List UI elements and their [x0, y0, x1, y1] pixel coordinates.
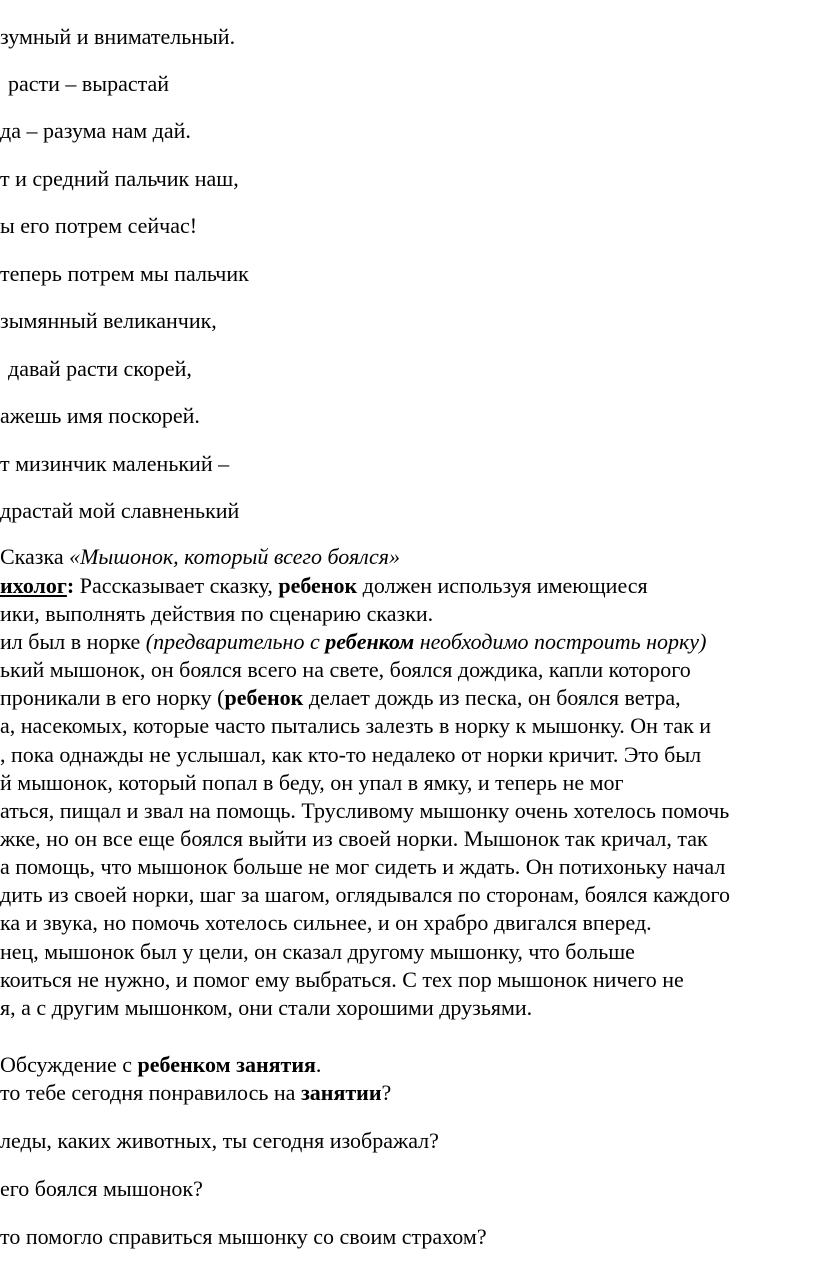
poem-line-4: т и средний пальчик наш, — [0, 166, 239, 191]
poem-line-6: теперь потрем мы пальчик — [0, 261, 249, 286]
tale-line-12: дить из своей норки, шаг за шагом, оглядывался по сторонам, боялся каждого — [0, 882, 730, 907]
poem-line-7: зымянный великанчик, — [0, 308, 217, 333]
poem-line-2: расти – вырастай — [8, 71, 170, 96]
poem-line-1: зумный и внимательный. — [0, 24, 236, 49]
poem-line-3: да – разума нам дай. — [0, 118, 191, 143]
role-label: ихолог — [0, 573, 67, 598]
discussion-heading-prefix: Обсуждение с — [0, 1052, 138, 1077]
tale-line-15: коиться не нужно, и помог ему выбраться. С тех пор мышонок ничего не — [0, 967, 684, 992]
tale-instruction — [0, 573, 648, 599]
question-4: то помогло справиться мышонку со своим страхом? — [0, 1224, 487, 1249]
instruction-part-1: Рассказывает сказку, — [74, 573, 279, 598]
tale-line-2: ики, выполнять действия по сценарию сказки. — [0, 601, 434, 626]
tale-heading-prefix: Сказка — [0, 544, 70, 569]
tale-line-7: , пока однажды не услышал, как кто-то недалеко от норки кричит. Это был — [0, 742, 702, 767]
instruction-bold: ребенок — [278, 573, 358, 598]
discussion-heading — [0, 1052, 321, 1078]
tale-line-3-bold-italic: ребенком — [325, 629, 415, 654]
tale-line-3-italic-2: необходимо построить норку) — [414, 629, 707, 654]
question-3: его боялся мышонок? — [0, 1176, 203, 1201]
poem-line-5: ы его потрем сейчас! — [0, 213, 198, 238]
tale-line-10: жке, но он все еще боялся выйти из своей норки. Мышонок так кричал, так — [0, 826, 708, 851]
question-1-suffix: ? — [381, 1080, 392, 1105]
tale-line-5-bold: ребенок — [224, 685, 304, 710]
instruction-part-2: должен используя имеющиеся — [357, 573, 648, 598]
tale-line-8: й мышонок, который попал в беду, он упал в ямку, и теперь не мог — [0, 770, 624, 795]
tale-line-3 — [0, 629, 706, 655]
tale-line-16: я, а с другим мышонком, они стали хорошими друзьями. — [0, 995, 533, 1020]
question-1-prefix: то тебе сегодня понравилось на — [0, 1080, 301, 1105]
tale-line-14: нец, мышонок был у цели, он сказал другому мышонку, что больше — [0, 939, 635, 964]
discussion-heading-bold: ребенком занятия — [137, 1052, 316, 1077]
poem-line-8: давай расти скорей, — [8, 356, 192, 381]
poem-line-9: ажешь имя поскорей. — [0, 403, 200, 428]
question-2: леды, каких животных, ты сегодня изображал? — [0, 1128, 439, 1153]
discussion-heading-suffix: . — [315, 1052, 322, 1077]
tale-line-6: а, насекомых, которые часто пытались залезть в норку к мышонку. Он так и — [0, 713, 712, 738]
question-1-bold: занятии — [300, 1080, 382, 1105]
tale-line-9: аться, пищал и звал на помощь. Трусливому мышонку очень хотелось помочь — [0, 798, 730, 823]
tale-title: «Мышонок, который всего боялся» — [69, 544, 401, 569]
tale-line-4: ький мышонок, он боялся всего на свете, боялся дождика, капли которого — [0, 657, 691, 682]
role-colon: : — [66, 573, 75, 598]
tale-line-13: ка и звука, но помочь хотелось сильнее, и он храбро двигался вперед. — [0, 910, 652, 935]
tale-line-5-a: проникали в его норку ( — [0, 685, 225, 710]
tale-line-5-b: делает дождь из песка, он боялся ветра, — [303, 685, 681, 710]
tale-line-5 — [0, 685, 681, 711]
tale-heading — [0, 544, 400, 570]
tale-line-3-italic-1: (предварительно с — [145, 629, 326, 654]
tale-line-11: а помощь, что мышонок больше не мог сидеть и ждать. Он потихоньку начал — [0, 854, 726, 879]
tale-line-3-plain: ил был в норке — [0, 629, 146, 654]
poem-line-10: т мизинчик маленький – — [0, 451, 230, 476]
question-1 — [0, 1080, 391, 1106]
poem-line-11: драстай мой славненький — [0, 498, 240, 523]
